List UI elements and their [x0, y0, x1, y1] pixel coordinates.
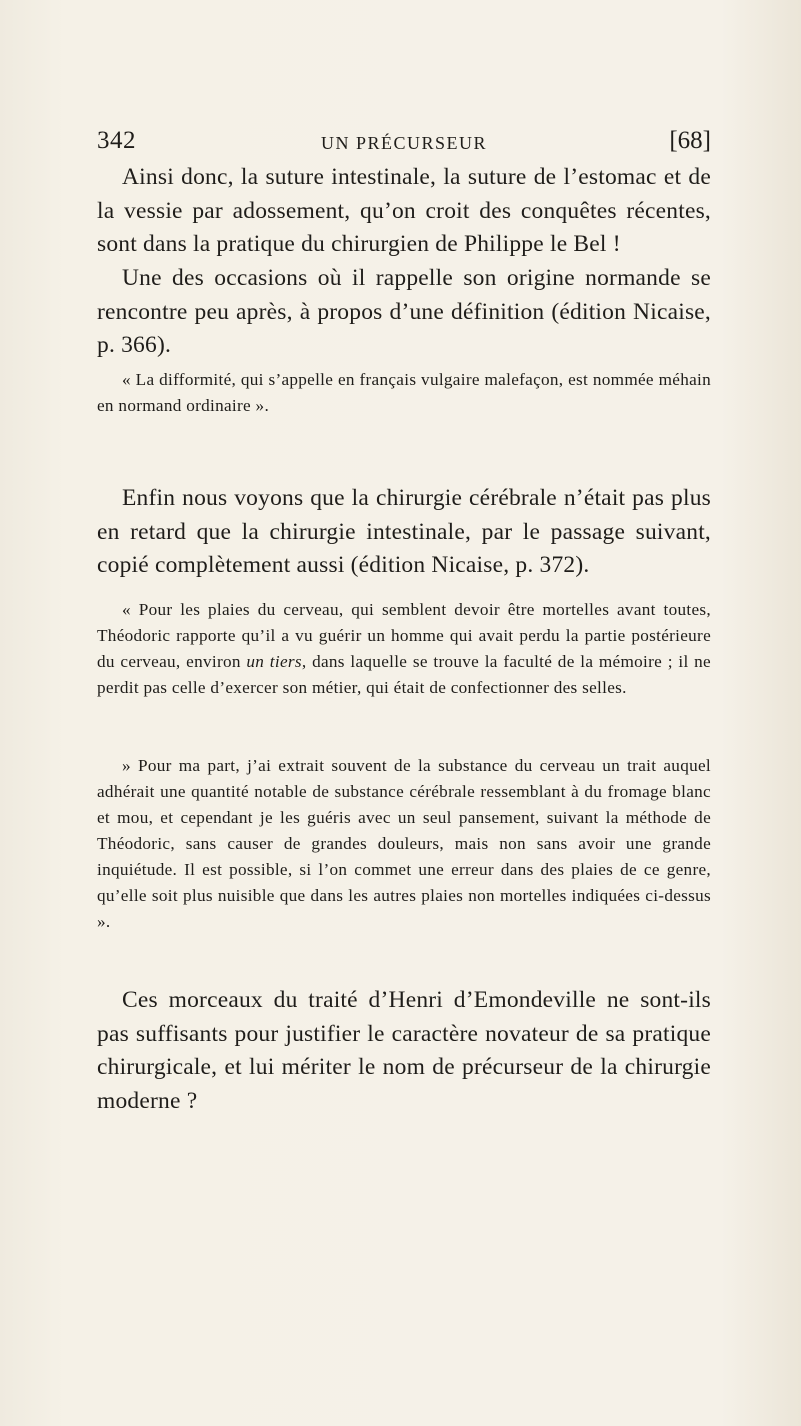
quote-2 — [97, 597, 711, 701]
paragraph-4: Ces morceaux du traité d’Henri d’Emondeville ne sont-ils pas suffisants pour justifier le caractère novateur de sa pratique chirurgicale, et lui mériter le nom de précurseur de la chirurgie moderne ? — [97, 987, 711, 1114]
running-title: UN PRÉCURSEUR — [320, 133, 488, 153]
quote-2-text-a: « Pour les plaies du cerveau, qui semblent devoir être mortelles avant toutes, Théodoric rapporte qu’il a vu guérir un homme qui avait perdu la partie postérieure du cerveau, environ — [97, 600, 711, 671]
quote-2-text-b: , dans laquelle se trouve la faculté de la mémoire ; il ne perdit pas celle d’exercer son métier, qui était de confectionner des selles. — [97, 652, 711, 697]
quote-1: « La difformité, qui s’appelle en français vulgaire malefaçon, est nommée méhain en normand ordinaire ». — [97, 370, 711, 415]
quote-2-italic: un tiers — [246, 652, 302, 671]
quote-3: » Pour ma part, j’ai extrait souvent de la substance du cerveau un trait auquel adhérait une quantité notable de substance cérébrale ressemblant à du fromage blanc et mou, et cependant je les guéris avec un seul pansement, suivant la méthode de Théodoric, sans causer de grandes douleurs, mais non sans avoir une grande inquiétude. Il est possible, si l’on commet une erreur dans des plaies de ce genre, qu’elle soit plus nuisible que dans les autres plaies non mortelles indiquées ci-dessus ». — [97, 756, 711, 931]
page-number: 342 — [97, 127, 136, 154]
paragraph-1: Ainsi donc, la suture intestinale, la suture de l’estomac et de la vessie par adossement, qu’on croit des conquêtes récentes, sont dans la pratique du chirurgien de Philippe le Bel ! — [97, 164, 711, 257]
paragraph-2: Une des occasions où il rappelle son origine normande se rencontre peu après, à propos d’une définition (édition Nicaise, p. 366). — [97, 265, 711, 358]
paragraph-3: Enfin nous voyons que la chirurgie cérébrale n’était pas plus en retard que la chirurgie intestinale, par le passage suivant, copié complètement aussi (édition Nicaise, p. 372). — [97, 485, 711, 578]
folio-bracket: [68] — [669, 127, 711, 154]
